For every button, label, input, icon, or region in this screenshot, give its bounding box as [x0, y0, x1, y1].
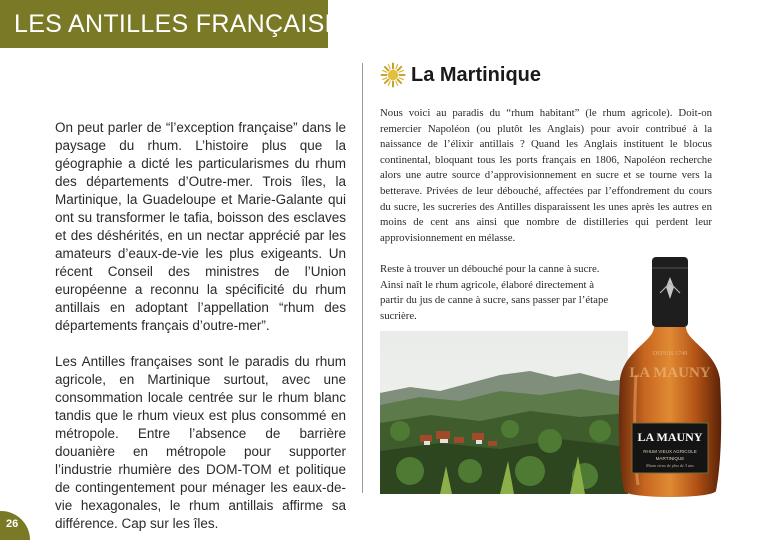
page-number-tab	[0, 511, 30, 540]
page-number: 26	[6, 518, 19, 530]
section-header-title: LES ANTILLES FRANÇAISES	[14, 10, 359, 38]
bottle-label-line: MARTINIQUE	[655, 456, 685, 461]
sun-icon	[380, 62, 406, 88]
body-paragraph: Nous voici au paradis du “rhum habitant” (le rhum agricole). Doit-on remercier Napoléon (ou plutôt les Anglais) pour avoir contribué à la naissance de l’élixir antillais ? Quand les Anglais instituent le blocus continental, bloquant tous les ports français en 1806, Napoléon recherche alors une autre source d’approvisionnement en sucre et se tourne vers la betterave. Privées de leur débouché, affectées par l’effondrement du cours du sucre, les sucreries des Antilles disparaissent les unes après les autres en moins de cent ans ainsi que nombre de distilleries qui perdent leur approvisionnement en mélasse.	[380, 107, 712, 244]
bottle-emboss-top: DEPUIS 1749	[652, 351, 688, 357]
intro-column	[55, 119, 346, 533]
landscape-photo	[380, 331, 628, 494]
bottle-label-line: Rhum vieux de plus de 3 ans	[646, 463, 694, 468]
bottle-emboss-main: LA MAUNY	[629, 365, 711, 381]
intro-paragraph: On peut parler de “l’exception française” dans le paysage du rhum. L’histoire plus que la géographie a dicté les particularismes du rhum des départements d’Outre-mer. Trois îles, la Martinique, la Guadeloupe et Marie-Galante qui ont su transformer le tafia, boisson des esclaves et des déshérités, en un nectar apprécié par les amateurs d’eaux-de-vie les plus exigeants. Un récent Conseil des ministres de l’Union européenne a reconnu la spécificité du rhum antillais en adoptant l’appellation “rhum des départements français d’outre-mer”.	[55, 120, 346, 333]
intro-paragraph: Les Antilles françaises sont le paradis du rhum agricole, en Martinique surtout, avec une consommation locale centrée sur le rhum blanc tandis que le rhum vieux est plus consommé en métropole. Entre l’absence de barrière douanière en métropole pour supporter l’industrie rhumière des DOM-TOM et politique de contingentement pour ménager les eaux-de-vie hexagonales, le rhum antillais affirme sa différence. Cap sur les îles.	[55, 354, 346, 531]
section-title: La Martinique	[411, 64, 542, 86]
bottle-label-line: RHUM VIEUX AGRICOLE	[643, 449, 697, 454]
section-header	[0, 0, 359, 48]
rum-bottle-photo	[612, 255, 728, 503]
bottle-brand-label: LA MAUNY	[637, 430, 703, 444]
body-paragraph: Reste à trouver un débouché pour la canne à sucre. Ainsi naît le rhum agricole, élaboré directement à partir du jus de canne à sucre, sans passer par l’étape sucrière.	[380, 263, 609, 322]
column-divider	[362, 63, 363, 493]
